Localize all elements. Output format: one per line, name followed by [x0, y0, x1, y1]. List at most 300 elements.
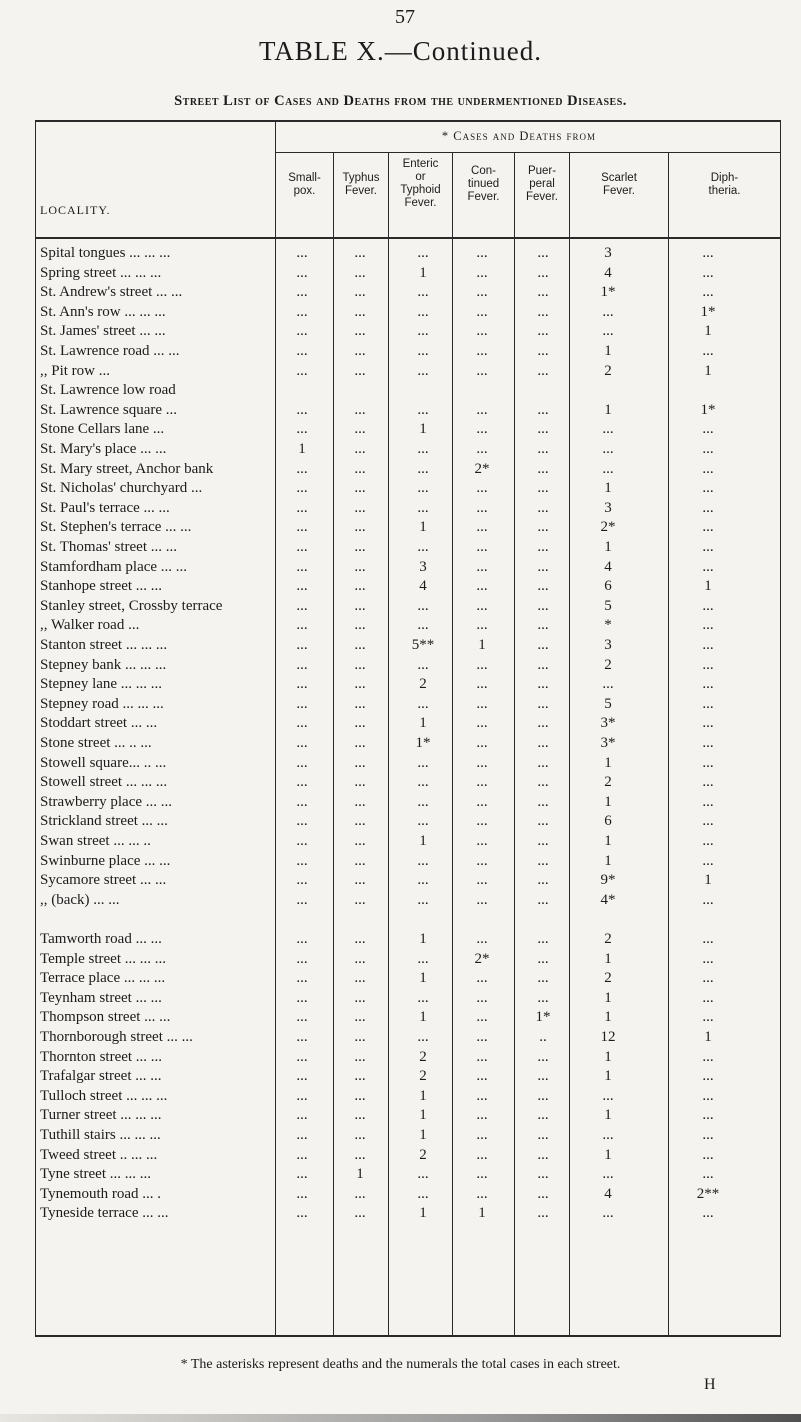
- value-cell: 1: [419, 519, 427, 536]
- value-cell: ...: [296, 1107, 308, 1124]
- value-cell: ...: [354, 323, 366, 340]
- locality-cell: Stoddart street ... ...: [40, 715, 158, 732]
- value-cell: ...: [537, 1146, 549, 1163]
- value-cell: 1: [604, 1146, 612, 1163]
- value-cell: ...: [476, 597, 488, 614]
- value-cell: ...: [354, 715, 366, 732]
- locality-cell: Stanton street ... ... ...: [40, 637, 168, 653]
- value-cell: ...: [296, 695, 308, 712]
- value-cell: ...: [476, 891, 488, 908]
- locality-cell: Terrace place ... ... ...: [40, 970, 166, 987]
- value-cell: ...: [417, 303, 429, 320]
- locality-cell: Stanhope street ... ...: [40, 578, 163, 595]
- value-cell: ...: [354, 637, 366, 653]
- value-cell: ...: [417, 695, 429, 712]
- value-cell: ...: [296, 499, 308, 516]
- value-cell: ...: [476, 715, 488, 732]
- column-header-puerperal: Puer- peral Fever.: [526, 165, 558, 203]
- value-cell: 1: [419, 1087, 427, 1104]
- value-cell: 1: [604, 480, 612, 497]
- value-cell: ...: [417, 441, 429, 457]
- value-cell: 1: [419, 264, 427, 281]
- value-cell: 3*: [600, 735, 616, 751]
- table-row: [40, 1205, 780, 1229]
- value-cell: ...: [354, 558, 366, 575]
- value-cell: 1*: [535, 1009, 551, 1026]
- value-cell: ...: [602, 1205, 614, 1222]
- value-cell: 1*: [415, 735, 431, 751]
- value-cell: ...: [296, 1205, 308, 1222]
- value-cell: ...: [354, 1029, 366, 1045]
- locality-cell: Tulloch street ... ... ...: [40, 1087, 168, 1104]
- value-cell: ...: [537, 480, 549, 497]
- value-cell: ...: [702, 1048, 714, 1065]
- value-cell: ...: [354, 1146, 366, 1163]
- value-cell: ...: [296, 323, 308, 340]
- value-cell: ...: [476, 676, 488, 693]
- locality-cell: Spital tongues ... ... ...: [40, 245, 171, 261]
- value-cell: ...: [537, 1166, 549, 1183]
- locality-cell: Trafalgar street ... ...: [40, 1068, 162, 1085]
- value-cell: ...: [417, 323, 429, 340]
- value-cell: ...: [476, 989, 488, 1006]
- value-cell: ...: [417, 1166, 429, 1183]
- value-cell: ...: [354, 460, 366, 477]
- value-cell: ...: [702, 891, 714, 908]
- value-cell: ...: [354, 872, 366, 889]
- locality-cell: Tyne street ... ... ...: [40, 1166, 152, 1183]
- value-cell: ...: [296, 872, 308, 889]
- locality-cell: Stepney road ... ... ...: [40, 695, 164, 712]
- value-cell: ...: [702, 813, 714, 830]
- value-cell: ...: [476, 441, 488, 457]
- value-cell: ...: [537, 499, 549, 516]
- value-cell: ...: [476, 774, 488, 791]
- value-cell: ...: [417, 460, 429, 477]
- value-cell: ...: [702, 597, 714, 614]
- value-cell: ...: [476, 499, 488, 516]
- value-cell: ...: [476, 519, 488, 536]
- value-cell: 2*: [600, 519, 616, 536]
- value-cell: 1: [604, 1107, 612, 1124]
- value-cell: 2*: [474, 460, 490, 477]
- value-cell: ...: [296, 460, 308, 477]
- locality-cell: Turner street ... ... ...: [40, 1107, 162, 1124]
- column-header-enteric: Enteric or Typhoid Fever.: [400, 158, 441, 209]
- value-cell: ...: [702, 421, 714, 438]
- value-cell: ...: [296, 813, 308, 830]
- value-cell: ...: [476, 362, 488, 379]
- value-cell: ...: [296, 519, 308, 536]
- page-number: 57: [395, 6, 415, 28]
- value-cell: 2: [604, 970, 612, 987]
- value-cell: ...: [354, 1205, 366, 1222]
- value-cell: ...: [296, 480, 308, 497]
- value-cell: 1: [704, 872, 712, 889]
- value-cell: ...: [537, 460, 549, 477]
- value-cell: 1: [604, 793, 612, 810]
- value-cell: ...: [476, 245, 488, 261]
- value-cell: ...: [537, 656, 549, 673]
- value-cell: ...: [476, 1146, 488, 1163]
- value-cell: ...: [537, 1107, 549, 1124]
- value-cell: 1: [604, 1068, 612, 1085]
- locality-cell: St. Ann's row ... ... ...: [40, 303, 166, 320]
- value-cell: ...: [417, 1185, 429, 1202]
- value-cell: ...: [417, 656, 429, 673]
- value-cell: ...: [354, 852, 366, 869]
- value-cell: ...: [537, 539, 549, 555]
- value-cell: ...: [354, 695, 366, 712]
- value-cell: ...: [354, 950, 366, 967]
- value-cell: ...: [354, 1127, 366, 1143]
- value-cell: ...: [537, 695, 549, 712]
- value-cell: ...: [702, 637, 714, 653]
- value-cell: ...: [354, 735, 366, 751]
- value-cell: ...: [602, 303, 614, 320]
- value-cell: 3: [604, 637, 612, 653]
- value-cell: ...: [537, 597, 549, 614]
- value-cell: ...: [476, 833, 488, 849]
- value-cell: 1: [419, 970, 427, 987]
- value-cell: ...: [537, 1205, 549, 1222]
- value-cell: 1: [604, 950, 612, 967]
- locality-cell: Stowell street ... ... ...: [40, 774, 168, 791]
- value-cell: ...: [537, 637, 549, 653]
- header-bottom-rule: [35, 237, 781, 239]
- value-cell: 5: [604, 695, 612, 712]
- value-cell: 1: [604, 989, 612, 1006]
- value-cell: ...: [537, 1185, 549, 1202]
- value-cell: ...: [296, 1146, 308, 1163]
- value-cell: 2: [604, 931, 612, 947]
- locality-cell: St. Nicholas' churchyard ...: [40, 480, 203, 497]
- value-cell: ...: [476, 303, 488, 320]
- locality-cell: Thornborough street ... ...: [40, 1029, 193, 1045]
- value-cell: 2*: [474, 950, 490, 967]
- value-cell: ...: [537, 284, 549, 301]
- value-cell: 4*: [600, 891, 616, 908]
- locality-cell: Thompson street ... ...: [40, 1009, 171, 1026]
- value-cell: 2: [419, 1146, 427, 1163]
- value-cell: ...: [537, 872, 549, 889]
- value-cell: ...: [602, 421, 614, 438]
- locality-cell: Stone Cellars lane ...: [40, 421, 165, 438]
- value-cell: ...: [476, 793, 488, 810]
- value-cell: ...: [296, 950, 308, 967]
- value-cell: 3: [419, 558, 427, 575]
- value-cell: ...: [417, 1029, 429, 1045]
- value-cell: ...: [476, 813, 488, 830]
- group-header-rule: [275, 152, 780, 153]
- value-cell: ...: [354, 245, 366, 261]
- value-cell: ...: [476, 754, 488, 771]
- value-cell: ...: [296, 421, 308, 438]
- value-cell: ...: [476, 656, 488, 673]
- value-cell: ...: [354, 597, 366, 614]
- value-cell: 1: [604, 1009, 612, 1026]
- value-cell: 1*: [700, 303, 716, 320]
- locality-cell: Stowell square... .. ...: [40, 754, 167, 771]
- value-cell: ...: [417, 284, 429, 301]
- locality-cell: Strawberry place ... ...: [40, 793, 173, 810]
- value-cell: 1: [704, 323, 712, 340]
- value-cell: ...: [702, 441, 714, 457]
- value-cell: 1: [419, 1009, 427, 1026]
- value-cell: 3: [604, 245, 612, 261]
- value-cell: 1: [478, 637, 486, 653]
- value-cell: 1: [298, 441, 306, 457]
- value-cell: ...: [476, 735, 488, 751]
- table-subtitle: Street List of Cases and Deaths from the undermentioned Diseases.: [174, 93, 627, 109]
- value-cell: 6: [604, 813, 612, 830]
- value-cell: ...: [417, 597, 429, 614]
- locality-cell: St. Lawrence low road: [40, 382, 176, 399]
- locality-cell: Stanley street, Crossby terrace: [40, 597, 223, 614]
- value-cell: ...: [354, 931, 366, 947]
- value-cell: ...: [537, 343, 549, 359]
- value-cell: 2: [419, 1048, 427, 1065]
- value-cell: ...: [296, 1185, 308, 1202]
- value-cell: ...: [702, 950, 714, 967]
- value-cell: ...: [537, 970, 549, 987]
- value-cell: ...: [296, 1068, 308, 1085]
- value-cell: ...: [537, 1068, 549, 1085]
- value-cell: ...: [702, 1146, 714, 1163]
- value-cell: ...: [417, 774, 429, 791]
- locality-cell: St. Stephen's terrace ... ...: [40, 519, 192, 536]
- value-cell: ...: [296, 1166, 308, 1183]
- value-cell: ...: [702, 617, 714, 634]
- value-cell: ...: [702, 931, 714, 947]
- value-cell: ...: [354, 499, 366, 516]
- value-cell: ...: [476, 617, 488, 634]
- locality-cell: St. Paul's terrace ... ...: [40, 499, 170, 516]
- value-cell: 4: [419, 578, 427, 595]
- value-cell: ...: [702, 1166, 714, 1183]
- value-cell: ...: [296, 1087, 308, 1104]
- value-cell: 4: [604, 558, 612, 575]
- value-cell: ...: [296, 1029, 308, 1045]
- value-cell: ...: [537, 715, 549, 732]
- value-cell: 1: [419, 715, 427, 732]
- value-cell: ...: [537, 264, 549, 281]
- table-top-rule: [35, 120, 781, 122]
- value-cell: ...: [702, 245, 714, 261]
- value-cell: ...: [476, 558, 488, 575]
- locality-cell: St. Andrew's street ... ...: [40, 284, 183, 301]
- value-cell: ...: [354, 578, 366, 595]
- locality-cell: St. Thomas' street ... ...: [40, 539, 177, 555]
- value-cell: ...: [476, 1029, 488, 1045]
- value-cell: 1: [704, 1029, 712, 1045]
- locality-cell: St. Lawrence square ...: [40, 401, 178, 418]
- locality-cell: Strickland street ... ...: [40, 813, 168, 830]
- value-cell: ...: [296, 597, 308, 614]
- value-cell: 1: [704, 362, 712, 379]
- table-left-rule: [35, 120, 36, 1336]
- value-cell: ...: [296, 793, 308, 810]
- value-cell: 1: [704, 578, 712, 595]
- value-cell: 1: [419, 931, 427, 947]
- value-cell: 1*: [700, 401, 716, 418]
- value-cell: ...: [702, 1205, 714, 1222]
- locality-cell: Tuthill stairs ... ... ...: [40, 1127, 161, 1143]
- value-cell: ...: [476, 401, 488, 418]
- value-cell: ...: [296, 774, 308, 791]
- value-cell: ...: [702, 558, 714, 575]
- column-header-typhus: Typhus Fever.: [342, 172, 380, 197]
- value-cell: ...: [296, 362, 308, 379]
- value-cell: ...: [417, 245, 429, 261]
- locality-cell: Sycamore street ... ...: [40, 872, 167, 889]
- value-cell: ...: [296, 852, 308, 869]
- value-cell: ...: [476, 872, 488, 889]
- value-cell: 1: [419, 1205, 427, 1222]
- value-cell: ...: [602, 1127, 614, 1143]
- value-cell: ...: [296, 970, 308, 987]
- value-cell: ...: [354, 1185, 366, 1202]
- value-cell: ...: [537, 950, 549, 967]
- value-cell: ...: [296, 245, 308, 261]
- value-cell: ...: [602, 1166, 614, 1183]
- value-cell: 1: [419, 421, 427, 438]
- locality-header: LOCALITY.: [40, 203, 111, 217]
- value-cell: ...: [354, 401, 366, 418]
- value-cell: ...: [476, 1185, 488, 1202]
- locality-cell: St. Mary street, Anchor bank: [40, 460, 214, 477]
- value-cell: ...: [354, 970, 366, 987]
- value-cell: 1: [604, 343, 612, 359]
- value-cell: ...: [354, 774, 366, 791]
- value-cell: ...: [702, 1127, 714, 1143]
- value-cell: 1: [604, 754, 612, 771]
- value-cell: ...: [354, 1087, 366, 1104]
- value-cell: ...: [537, 558, 549, 575]
- value-cell: ...: [537, 813, 549, 830]
- value-cell: ...: [702, 715, 714, 732]
- value-cell: ...: [296, 264, 308, 281]
- value-cell: ...: [537, 793, 549, 810]
- value-cell: ...: [417, 362, 429, 379]
- value-cell: 1: [604, 833, 612, 849]
- locality-cell: Tweed street .. ... ...: [40, 1146, 158, 1163]
- locality-cell: St. Lawrence road ... ...: [40, 343, 180, 359]
- value-cell: ...: [702, 735, 714, 751]
- value-cell: ...: [702, 460, 714, 477]
- value-cell: ...: [702, 284, 714, 301]
- value-cell: ...: [354, 303, 366, 320]
- value-cell: ...: [354, 284, 366, 301]
- value-cell: ...: [417, 401, 429, 418]
- value-cell: ...: [702, 833, 714, 849]
- value-cell: ...: [296, 656, 308, 673]
- value-cell: ...: [537, 1127, 549, 1143]
- value-cell: ...: [702, 480, 714, 497]
- footnote: * The asterisks represent deaths and the numerals the total cases in each street.: [180, 1357, 621, 1372]
- value-cell: ...: [476, 1087, 488, 1104]
- value-cell: ...: [702, 695, 714, 712]
- locality-cell: Thornton street ... ...: [40, 1048, 163, 1065]
- locality-cell: St. James' street ... ...: [40, 323, 166, 340]
- table-right-rule: [780, 120, 781, 1336]
- value-cell: 1: [478, 1205, 486, 1222]
- value-cell: ...: [702, 1087, 714, 1104]
- value-cell: ...: [537, 323, 549, 340]
- value-cell: *: [604, 617, 612, 634]
- value-cell: 1*: [600, 284, 616, 301]
- value-cell: ...: [702, 1068, 714, 1085]
- value-cell: ...: [417, 852, 429, 869]
- value-cell: 1: [356, 1166, 364, 1183]
- value-cell: ...: [537, 852, 549, 869]
- value-cell: ...: [702, 774, 714, 791]
- value-cell: ...: [602, 676, 614, 693]
- value-cell: 1: [604, 852, 612, 869]
- locality-cell: St. Mary's place ... ...: [40, 441, 167, 457]
- locality-cell: Tyneside terrace ... ...: [40, 1205, 169, 1222]
- value-cell: ...: [417, 989, 429, 1006]
- locality-cell: Spring street ... ... ...: [40, 264, 162, 281]
- value-cell: ...: [537, 362, 549, 379]
- value-cell: ...: [296, 1009, 308, 1026]
- value-cell: 2**: [696, 1185, 720, 1202]
- value-cell: ...: [296, 931, 308, 947]
- locality-cell: Stepney lane ... ... ...: [40, 676, 163, 693]
- locality-cell: ,, (back) ... ...: [40, 891, 120, 908]
- locality-cell: Stamfordham place ... ...: [40, 558, 188, 575]
- value-cell: ...: [537, 735, 549, 751]
- value-cell: ...: [354, 1107, 366, 1124]
- value-cell: ...: [476, 343, 488, 359]
- value-cell: ...: [354, 676, 366, 693]
- value-cell: ...: [702, 343, 714, 359]
- value-cell: ...: [702, 754, 714, 771]
- value-cell: ...: [476, 578, 488, 595]
- value-cell: 1: [419, 833, 427, 849]
- locality-cell: Stone street ... .. ...: [40, 735, 152, 751]
- value-cell: ...: [354, 1009, 366, 1026]
- value-cell: ...: [417, 480, 429, 497]
- value-cell: ...: [354, 480, 366, 497]
- value-cell: ...: [476, 1107, 488, 1124]
- value-cell: 5**: [411, 637, 435, 653]
- value-cell: ...: [354, 793, 366, 810]
- value-cell: ...: [354, 617, 366, 634]
- value-cell: ...: [476, 852, 488, 869]
- value-cell: ...: [417, 891, 429, 908]
- value-cell: ...: [296, 637, 308, 653]
- value-cell: 2: [604, 774, 612, 791]
- value-cell: ...: [417, 499, 429, 516]
- value-cell: ...: [537, 245, 549, 261]
- value-cell: ...: [417, 950, 429, 967]
- value-cell: ...: [296, 715, 308, 732]
- value-cell: ...: [354, 891, 366, 908]
- value-cell: ...: [476, 695, 488, 712]
- value-cell: ...: [354, 833, 366, 849]
- locality-cell: Stepney bank ... ... ...: [40, 656, 167, 673]
- value-cell: ...: [537, 441, 549, 457]
- value-cell: ...: [354, 989, 366, 1006]
- value-cell: ...: [296, 343, 308, 359]
- value-cell: ...: [537, 754, 549, 771]
- locality-cell: ,, Walker road ...: [40, 617, 140, 634]
- locality-cell: Swan street ... ... ..: [40, 833, 151, 849]
- value-cell: ...: [476, 1166, 488, 1183]
- value-cell: ...: [702, 539, 714, 555]
- value-cell: 1: [419, 1107, 427, 1124]
